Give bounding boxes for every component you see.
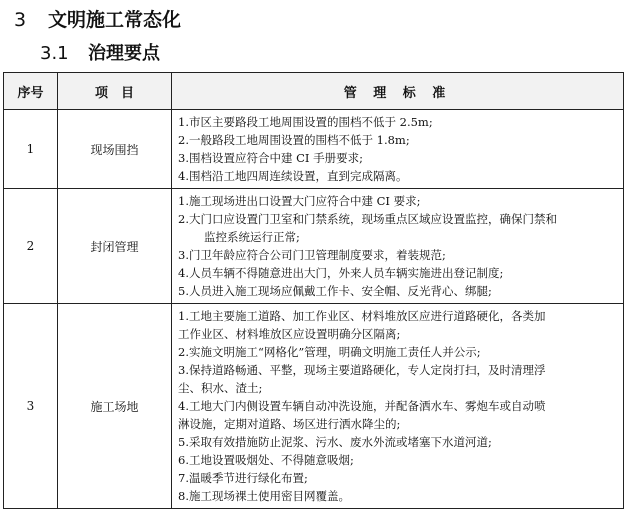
standard-line: 4.工地大门内侧设置车辆自动冲洗设施，并配备洒水车、雾炮车或自动喷 xyxy=(178,399,546,413)
standard-line: 4.围档沿工地四周连续设置，直到完成隔离。 xyxy=(178,169,408,183)
standard-line: 7.温暖季节进行绿化布置; xyxy=(178,471,308,485)
row-index: 1 xyxy=(4,110,58,189)
standard-line: 8.施工现场裸土使用密目网覆盖。 xyxy=(178,489,350,503)
table-row xyxy=(4,304,624,509)
section-heading xyxy=(14,5,181,32)
row-standards xyxy=(172,189,624,304)
standard-line: 工作业区、材料堆放区应设置明确分区隔离; xyxy=(178,327,401,341)
standard-line: 监控系统运行正常; xyxy=(204,230,300,244)
standard-line: 3.围档设置应符合中建 CI 手册要求; xyxy=(178,151,363,165)
section-title: 文明施工常态化 xyxy=(48,9,182,31)
standard-line: 4.人员车辆不得随意进出大门，外来人员车辆实施进出登记制度; xyxy=(178,266,504,280)
standard-line: 淋设施，定期对道路、场区进行洒水降尘的; xyxy=(178,417,401,431)
standard-line: 3.保持道路畅通、平整，现场主要道路硬化，专人定岗打扫，及时清理浮 xyxy=(178,363,546,377)
standard-line: 尘、积水、渣土; xyxy=(178,381,263,395)
standard-line: 1.施工现场进出口设置大门应符合中建 CI 要求; xyxy=(178,194,421,208)
standard-line: 3.门卫年龄应符合公司门卫管理制度要求，着装规范; xyxy=(178,248,446,262)
standard-line: 6.工地设置吸烟处、不得随意吸烟; xyxy=(178,453,354,467)
table-row xyxy=(4,110,624,189)
header-index: 序号 xyxy=(4,73,58,110)
row-item: 现场围挡 xyxy=(58,110,172,189)
standard-line: 5.采取有效措施防止泥浆、污水、废水外流或堵塞下水道河道; xyxy=(178,435,492,449)
section-number: 3 xyxy=(14,9,27,31)
table-header-row xyxy=(4,73,624,110)
row-standards xyxy=(172,304,624,509)
standard-line: 1.工地主要施工道路、加工作业区、材料堆放区应进行道路硬化，各类加 xyxy=(178,309,546,323)
row-item: 封闭管理 xyxy=(58,189,172,304)
subsection-title: 治理要点 xyxy=(88,43,160,64)
subsection-number: 3.1 xyxy=(40,43,69,64)
row-standards xyxy=(172,110,624,189)
standard-line: 2.实施文明施工“网格化”管理，明确文明施工责任人并公示; xyxy=(178,345,481,359)
header-item: 项 目 xyxy=(58,73,172,110)
table-row xyxy=(4,189,624,304)
standard-line: 2.大门口应设置门卫室和门禁系统，现场重点区域应设置监控，确保门禁和 xyxy=(178,212,557,226)
standard-line: 1.市区主要路段工地周围设置的围档不低于 2.5m; xyxy=(178,115,433,129)
row-index: 2 xyxy=(4,189,58,304)
management-standards-table xyxy=(3,72,624,509)
standard-line: 2.一般路段工地周围设置的围档不低于 1.8m; xyxy=(178,133,410,147)
header-standard: 管 理 标 准 xyxy=(172,73,624,110)
standard-line: 5.人员进入施工现场应佩戴工作卡、安全帽、反光背心、绑腿; xyxy=(178,284,492,298)
row-item: 施工场地 xyxy=(58,304,172,509)
row-index: 3 xyxy=(4,304,58,509)
subsection-heading xyxy=(40,39,160,65)
